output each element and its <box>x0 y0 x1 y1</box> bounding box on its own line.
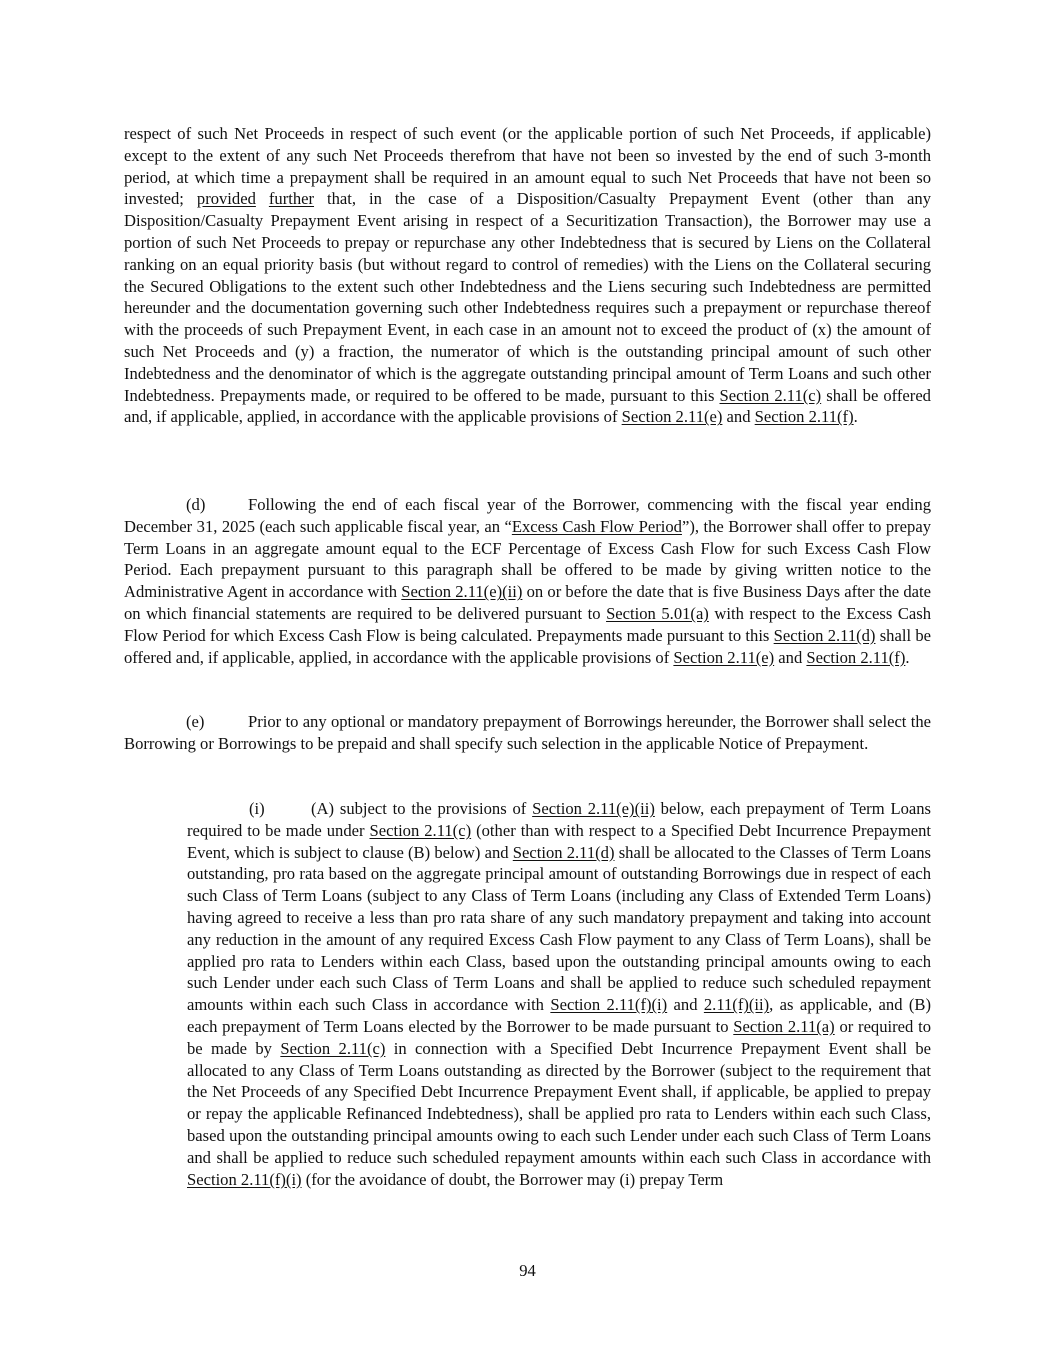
text-run: . <box>905 647 910 667</box>
clause-label: (e) <box>186 712 205 731</box>
section-reference: Section 2.11(e)(ii) <box>532 799 655 818</box>
text-run: that, in the case of a Disposition/Casualty Prepayment Event (other than any Disposition/Casualty Prepayment Event arising in respect of a Securitization Transaction), the Borrower may use a portion of such Net Proceeds to prepay or repurchase any other Indebtedness that is secured by Liens on the Collateral ranking on an equal priority basis (but without regard to control of remedies) with the Liens on the Collateral securing the Secured Obligations to the extent such other Indebtedness and the Liens securing such Indebtedness are permitted hereunder and the documentation governing such other Indebtedness requires such a prepayment or repurchase thereof with the proceeds of such Prepayment Event, in each case in an amount not to exceed the product of (x) the amount of such Net Proceeds and (y) a fraction, the numerator of which is the outstanding principal amount of such other Indebtedness and the denominator of which is the aggregate outstanding principal amount of Term Loans and such other Indebtedness. Prepayments made, or required to be offered to be made, pursuant to this <box>124 189 931 405</box>
text-run: and <box>667 995 704 1015</box>
paragraph-d <box>124 494 931 668</box>
further-term: further <box>268 189 315 209</box>
text-run: (A) subject to the provisions of <box>311 799 533 818</box>
text-run: . <box>853 407 858 427</box>
text-run: with respect to the Excess Cash Flow Period for which Excess Cash Flow is being calculated. Prepayments made pursuant to this <box>124 603 932 645</box>
text-run <box>256 189 269 208</box>
text-run: shall be offered and, if applicable, applied, in accordance with the applicable provisions of <box>124 385 931 427</box>
text-run: below, each prepayment of Term Loans required to be made under <box>187 799 931 840</box>
section-reference: Section 2.11(d) <box>773 625 876 645</box>
section-reference: Section 2.11(c) <box>280 1038 386 1058</box>
paragraph-c-continuation <box>124 123 931 428</box>
text-run: and <box>774 647 807 667</box>
section-reference: Section 2.11(a) <box>733 1016 835 1036</box>
text-run: , as applicable, and (B) each prepayment of Term Loans elected by the Borrower to be made pursuant to <box>187 995 932 1036</box>
provided-term: provided <box>196 189 256 209</box>
section-reference: Section 2.11(c) <box>369 820 472 840</box>
paragraph-e-i <box>187 798 931 1190</box>
text-run: Prior to any optional or mandatory prepayment of Borrowings hereunder, the Borrower shall select the Borrowing or Borrowings to be prepaid and shall specify such selection in the applicable Notice of Prepayment. <box>124 712 931 753</box>
text-run: shall be offered and, if applicable, applied, in accordance with the applicable provisions of <box>124 625 931 667</box>
clause-label: (i) <box>249 799 265 818</box>
section-reference: Section 5.01(a) <box>606 603 709 623</box>
section-reference: Section 2.11(c) <box>719 385 822 405</box>
section-reference: Section 2.11(f)(i) <box>187 1169 302 1189</box>
section-reference: Section 2.11(f) <box>754 407 854 427</box>
defined-term: Excess Cash Flow Period <box>511 516 682 536</box>
section-reference: Section 2.11(e)(ii) <box>401 582 523 602</box>
section-reference: Section 2.11(f) <box>806 647 906 667</box>
text-run: (other than with respect to a Specified Debt Incurrence Prepayment Event, which is subject to clause (B) below) and <box>187 820 932 862</box>
text-run: or required to be made by <box>187 1016 931 1058</box>
page-number: 94 <box>519 1261 536 1280</box>
text-run: (for the avoidance of doubt, the Borrower may (i) prepay Term <box>301 1169 724 1189</box>
section-reference: 2.11(f)(ii) <box>703 995 770 1015</box>
text-run: shall be allocated to the Classes of Term Loans outstanding, pro rata based on the aggregate principal amount of outstanding Borrowings due in respect of each such Class of Term Loans (subject to any Class of Term Loans (including any Class of Extended Term Loans) having agreed to receive a less than pro rata share of any such mandatory prepayment and taking into account any reduction in the amount of any required Excess Cash Flow payment to any Class of Term Loans), shall be applied pro rata to Lenders within each Class, based upon the outstanding principal amounts owing to each such Lender under each such Class of Term Loans and shall be applied to reduce such scheduled repayment amounts within each such Class in accordance with <box>187 842 931 1015</box>
text-run: and <box>722 407 755 427</box>
text-run: respect of such Net Proceeds in respect of such event (or the applicable portion of such Net Proceeds, if applicable) except to the extent of any such Net Proceeds therefrom that have not been so invested by the end of such 3-month period, at which time a prepayment shall be required in an amount equal to such Net Proceeds that have not been so invested; <box>124 124 931 209</box>
clause-label: (d) <box>186 495 206 514</box>
section-reference: Section 2.11(e) <box>673 647 775 667</box>
section-reference: Section 2.11(f)(i) <box>550 995 668 1015</box>
section-reference: Section 2.11(d) <box>512 842 615 862</box>
text-run: on or before the date that is five Business Days after the date on which financial statements are required to be delivered pursuant to <box>124 582 931 623</box>
section-reference: Section 2.11(e) <box>621 407 723 427</box>
paragraph-e <box>124 711 931 755</box>
text-run: Following the end of each fiscal year of the Borrower, commencing with the fiscal year ending December 31, 2025 (each such applicable fiscal year, an “ <box>124 495 931 536</box>
text-run: in connection with a Specified Debt Incurrence Prepayment Event shall be allocated to any Class of Term Loans outstanding as directed by the Borrower (subject to the requirement that the Net Proceeds of any Specified Debt Incurrence Prepayment Event shall, if applicable, be applied to prepay or repay the applicable Refinanced Indebtedness), shall be applied pro rata to Lenders within each such Class, based upon the outstanding principal amounts owing to each such Lender under each such Class of Term Loans and shall be applied to reduce such scheduled repayment amounts within each such Class in accordance with <box>187 1038 931 1167</box>
text-run: ”), the Borrower shall offer to prepay Term Loans in an aggregate amount equal to the ECF Percentage of Excess Cash Flow for such Excess Cash Flow Period. Each prepayment pursuant to this paragraph shall be offered to be made by giving written notice to the Administrative Agent in accordance with <box>124 516 932 602</box>
